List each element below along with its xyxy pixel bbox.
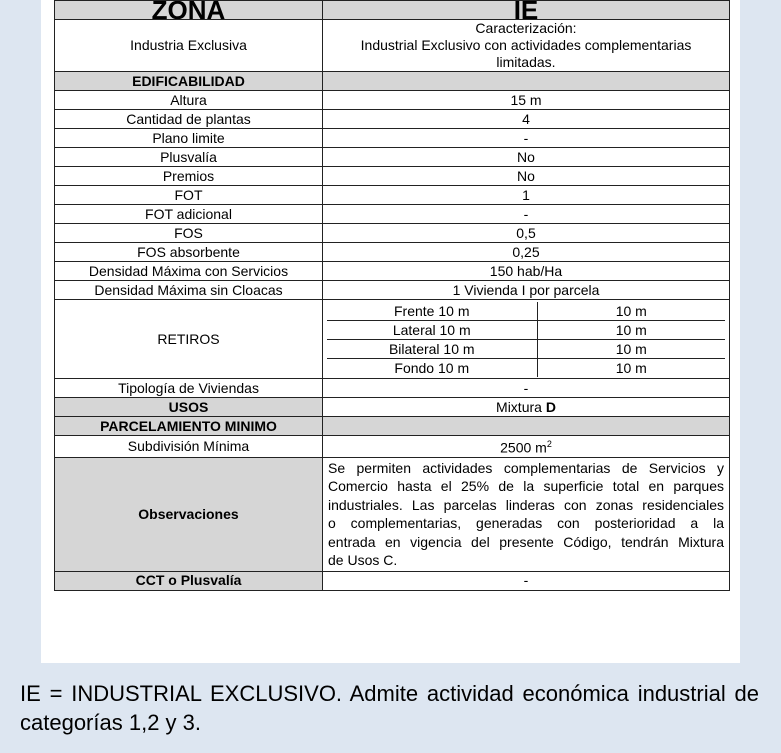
retiro-item [327, 358, 725, 377]
row-value: 1 [323, 186, 730, 205]
tipologia-label: Tipología de Viviendas [55, 379, 323, 398]
row-label: FOS [55, 224, 323, 243]
observaciones-line: entrada en vigencia del presente Código, tendrán Mixtura [328, 533, 724, 550]
header-row [55, 1, 730, 20]
retiros-row [55, 300, 730, 379]
retiro-value: 10 m [537, 339, 725, 358]
edificabilidad-empty [323, 72, 730, 91]
row-value: No [323, 148, 730, 167]
table-row [55, 205, 730, 224]
retiro-name: Fondo 10 m [327, 358, 537, 377]
row-label: Plusvalía [55, 148, 323, 167]
retiro-name: Bilateral 10 m [327, 339, 537, 358]
row-value: - [323, 205, 730, 224]
observaciones-line: de Usos C. [328, 552, 398, 569]
characterization-title: Caracterización: [475, 20, 577, 36]
row-value: 4 [323, 110, 730, 129]
observaciones-line: Comercio hasta el 25% de la superficie total en parques [328, 478, 724, 495]
observaciones-label: Observaciones [55, 457, 323, 571]
row-value: 15 m [323, 91, 730, 110]
usos-label: USOS [55, 398, 323, 417]
cct-row [55, 571, 730, 590]
zone-code-header: IE [323, 1, 730, 20]
retiro-item [327, 320, 725, 339]
table-row [55, 167, 730, 186]
retiro-item [327, 339, 725, 358]
row-label: Densidad Máxima sin Cloacas [55, 281, 323, 300]
retiro-name: Frente 10 m [327, 302, 537, 321]
row-label: Premios [55, 167, 323, 186]
retiro-item [327, 302, 725, 321]
subdivision-value-base: 2500 m [500, 439, 547, 456]
observaciones-line: industriales. Las parcelas linderas con zonas residenciales [328, 496, 724, 513]
parcelamiento-section [55, 417, 730, 436]
row-label: Altura [55, 91, 323, 110]
row-label: Densidad Máxima con Servicios [55, 262, 323, 281]
row-value: 1 Vivienda I por parcela [323, 281, 730, 300]
observaciones-text [323, 457, 730, 571]
characterization-line2: limitadas. [496, 54, 556, 70]
row-value: 150 hab/Ha [323, 262, 730, 281]
zoning-table [54, 0, 730, 591]
subdivision-label: Subdivisión Mínima [55, 436, 323, 458]
usos-value [323, 398, 730, 417]
characterization [323, 20, 730, 72]
tipologia-value: - [323, 379, 730, 398]
characterization-row [55, 20, 730, 72]
edificabilidad-section [55, 72, 730, 91]
retiro-value: 10 m [537, 320, 725, 339]
retiros-subtable [327, 302, 725, 377]
subdivision-value-sup: 2 [546, 439, 552, 449]
row-label: FOT adicional [55, 205, 323, 224]
observaciones-line: Se permiten actividades complementarias de Servicios y [328, 459, 724, 476]
table-row [55, 186, 730, 205]
row-label: Cantidad de plantas [55, 110, 323, 129]
characterization-line1: Industrial Exclusivo con actividades complementarias [360, 37, 692, 53]
zona-header: ZONA [55, 1, 323, 20]
document-sheet [41, 0, 740, 663]
usos-value-letter: D [545, 398, 556, 415]
row-value: 0,25 [323, 243, 730, 262]
table-row [55, 110, 730, 129]
parcelamiento-label: PARCELAMIENTO MINIMO [55, 417, 323, 436]
row-label: Plano limite [55, 129, 323, 148]
row-value: 0,5 [323, 224, 730, 243]
row-label: FOS absorbente [55, 243, 323, 262]
parcelamiento-empty [323, 417, 730, 436]
usos-row [55, 398, 730, 417]
retiro-value: 10 m [537, 302, 725, 321]
table-row [55, 91, 730, 110]
retiro-name: Lateral 10 m [327, 320, 537, 339]
row-value: - [323, 129, 730, 148]
subdivision-value [323, 436, 730, 458]
zone-name: Industria Exclusiva [55, 20, 323, 72]
edificabilidad-label: EDIFICABILIDAD [55, 72, 323, 91]
retiros-label: RETIROS [55, 300, 323, 379]
table-row [55, 148, 730, 167]
row-value: No [323, 167, 730, 186]
cct-label: CCT o Plusvalía [55, 571, 323, 590]
tipologia-row [55, 379, 730, 398]
usos-value-prefix: Mixtura [496, 398, 546, 415]
row-label: FOT [55, 186, 323, 205]
cct-value: - [323, 571, 730, 590]
table-row [55, 281, 730, 300]
table-row [55, 243, 730, 262]
table-row [55, 129, 730, 148]
subdivision-row [55, 436, 730, 458]
observaciones-line: o complementarias, generadas con posterioridad a la [328, 515, 724, 532]
table-row [55, 262, 730, 281]
observaciones-row [55, 457, 730, 571]
retiro-value: 10 m [615, 359, 647, 376]
retiros-values [323, 300, 730, 379]
table-row [55, 224, 730, 243]
caption-text: IE = INDUSTRIAL EXCLUSIVO. Admite actividad económica industrial de categorías 1,2 y 3. [20, 681, 759, 735]
